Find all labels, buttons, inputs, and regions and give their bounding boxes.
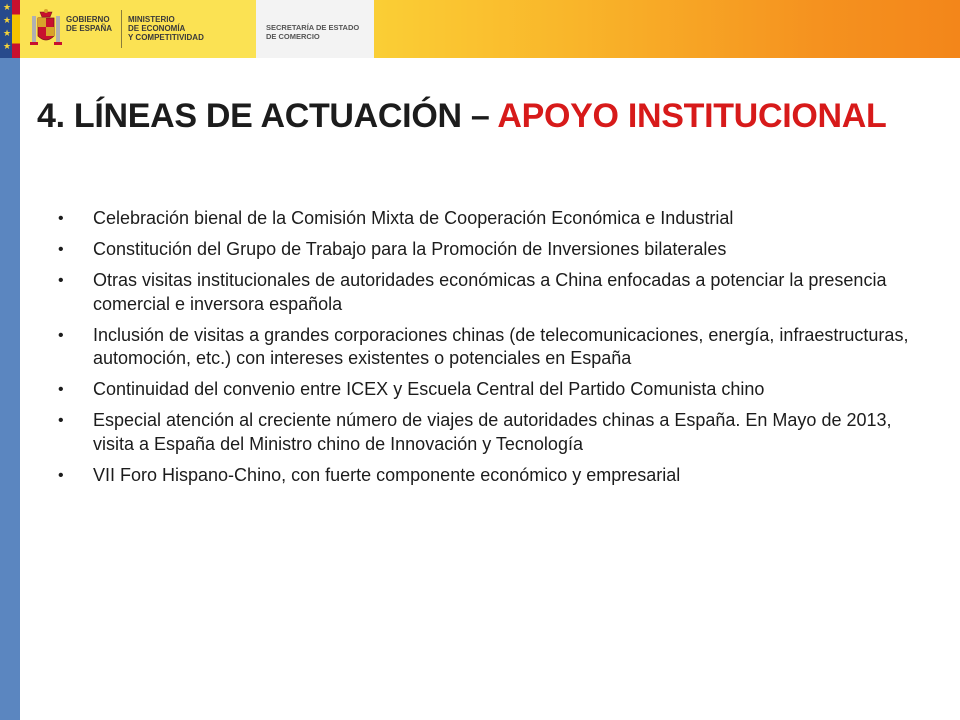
bullet-icon: • xyxy=(58,272,64,289)
list-item-text: Otras visitas institucionales de autoridades económicas a China enfocadas a potenciar la presencia comercial e inversora española xyxy=(93,270,887,314)
list-item-text: Inclusión de visitas a grandes corporaciones chinas (de telecomunicaciones, energía, infraestructuras, automoción, etc.) con intereses existentes o potenciales en España xyxy=(93,324,909,368)
eu-star-icon: ★ xyxy=(3,16,12,26)
ministry-line-3: Y COMPETITIVIDAD xyxy=(128,33,204,42)
government-line-2: DE ESPAÑA xyxy=(66,24,113,33)
left-side-bar xyxy=(0,58,20,720)
bullet-icon: • xyxy=(58,381,64,398)
bullet-icon: • xyxy=(58,326,64,344)
page-title xyxy=(37,94,947,138)
eu-star-icon: ★ xyxy=(3,29,12,39)
spain-flag-strip xyxy=(12,0,20,58)
list-item-text: Especial atención al creciente número de viajes de autoridades chinas a España. En Mayo de 2013, visita a España del Ministro chino de Innovación y Tecnología xyxy=(93,410,892,454)
list-item-text: Continuidad del convenio entre ICEX y Escuela Central del Partido Comunista chino xyxy=(93,379,765,399)
title-highlight: APOYO INSTITUCIONAL xyxy=(497,97,887,135)
eu-star-icon: ★ xyxy=(3,3,12,13)
bullet-list xyxy=(56,207,916,495)
header-divider xyxy=(121,10,122,48)
list-item xyxy=(56,207,916,231)
ministry-label xyxy=(128,15,248,42)
list-item xyxy=(56,238,916,262)
secretaria-line-2: DE COMERCIO xyxy=(266,32,320,41)
bullet-icon: • xyxy=(58,412,64,429)
ministry-line-1: MINISTERIO xyxy=(128,15,175,24)
government-line-1: GOBIERNO xyxy=(66,15,110,24)
list-item xyxy=(56,378,916,402)
bullet-icon: • xyxy=(58,466,64,484)
ministry-line-2: DE ECONOMÍA xyxy=(128,24,186,33)
title-prefix: 4. LÍNEAS DE ACTUACIÓN – xyxy=(37,97,498,135)
list-item-text: VII Foro Hispano-Chino, con fuerte componente económico y empresarial xyxy=(93,464,681,485)
list-item xyxy=(56,324,916,371)
secretaria-line-1: SECRETARÍA DE ESTADO xyxy=(266,23,360,32)
list-item xyxy=(56,409,916,456)
coat-of-arms-icon xyxy=(30,8,62,50)
secretaria-label xyxy=(266,23,370,41)
eu-star-icon: ★ xyxy=(3,42,12,52)
list-item-text: Celebración bienal de la Comisión Mixta de Cooperación Económica e Industrial xyxy=(93,208,734,228)
list-item xyxy=(56,269,916,316)
bullet-icon: • xyxy=(58,241,64,258)
list-item xyxy=(56,464,916,488)
government-label xyxy=(66,15,118,33)
bullet-icon: • xyxy=(58,210,64,227)
list-item-text: Constitución del Grupo de Trabajo para la Promoción de Inversiones bilaterales xyxy=(93,239,727,259)
